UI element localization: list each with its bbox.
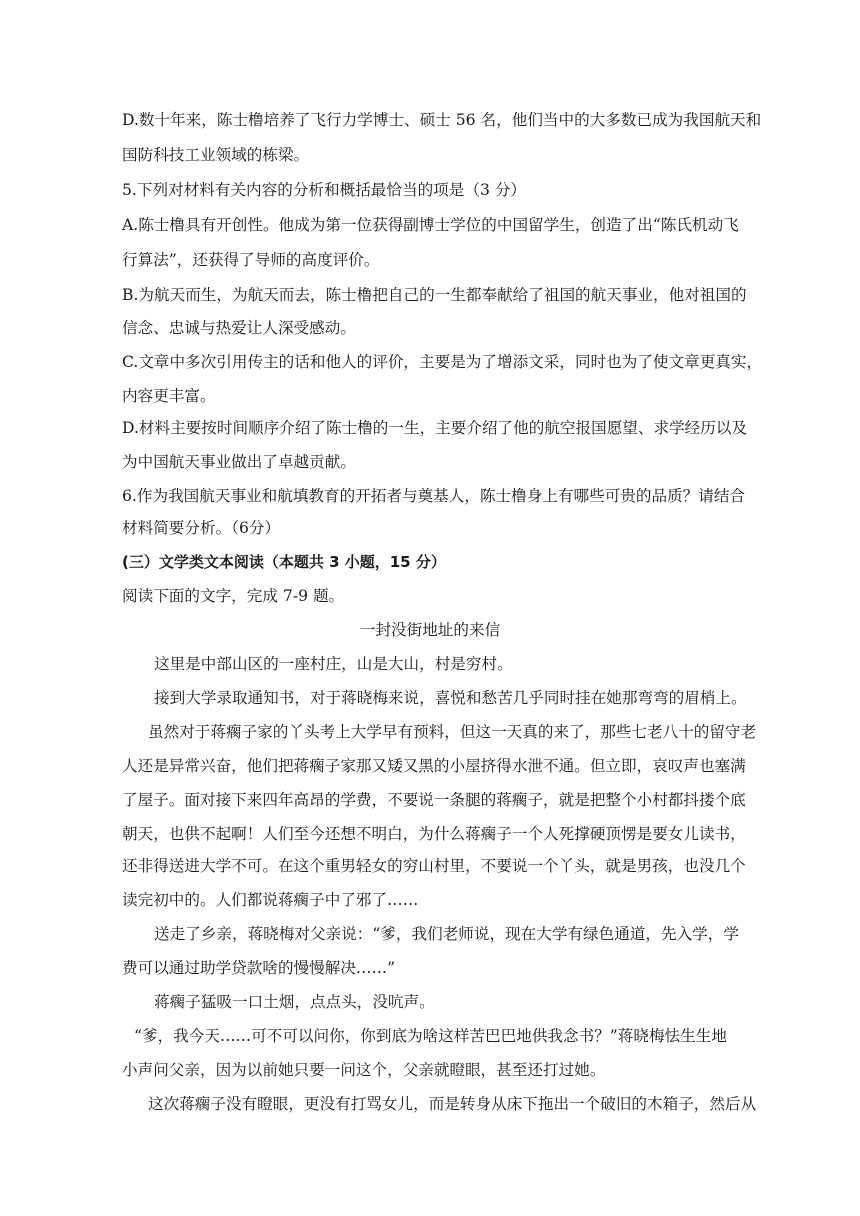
option-a-line-2: 行算法”，还获得了导师的高度评价。 (122, 251, 380, 269)
option-d2-line-2: 为中国航天事业做出了卓越贡献。 (122, 453, 356, 471)
option-d-line-1: D.数十年来，陈士橹培养了飞行力学博士、硕士 56 名，他们当中的大多数已成为我国航天和 (122, 111, 762, 129)
story-paragraph-6-line-2: 小声问父亲，因为以前她只要一问这个，父亲就瞪眼，甚至还打过她。 (122, 1061, 606, 1079)
story-paragraph-4-line-2: 费可以通过助学贷款啥的慢慢解决……” (122, 959, 396, 977)
option-b-line-2: 信念、忠诚与热爱让人深受感动。 (122, 319, 356, 337)
option-a-line-1: A.陈士橹具有开创性。他成为第一位获得副博士学位的中国留学生，创造了出“陈氏机动飞 (122, 216, 739, 234)
story-paragraph-4-line-1: 送走了乡亲，蒋晓梅对父亲说：“爹，我们老师说，现在大学有绿色通道，先入学，学 (154, 925, 739, 943)
question-6-line-1: 6.作为我国航天事业和航填教育的开拓者与奠基人，陈士橹身上有哪些可贵的品质？请结合 (122, 487, 746, 505)
option-d2-line-1: D.材料主要按时间顺序介绍了陈士橹的一生，主要介绍了他的航空报国愿望、求学经历以及 (122, 419, 748, 437)
option-d-line-2: 国防科技工业领域的栋梁。 (122, 146, 310, 164)
question-5: 5.下列对材料有关内容的分析和概括最恰当的项是（3 分） (122, 181, 527, 199)
story-paragraph-6-line-1: “爹，我今天……可不可以问你，你到底为啥这样苦巴巴地供我念书？”蒋晓梅怯生生地 (134, 1027, 727, 1045)
story-paragraph-1: 这里是中部山区的一座村庄，山是大山，村是穷村。 (154, 655, 513, 673)
section-heading: (三）文学类文本阅读（本题共 3 小题，15 分） (122, 553, 446, 571)
reading-instruction: 阅读下面的文字，完成 7-9 题。 (122, 587, 345, 605)
question-6-line-2: 材料简要分析。（6分） (122, 519, 281, 537)
story-paragraph-3-line-2: 人还是异常兴奋，他们把蒋瘸子家那又矮又黑的小屋挤得水泄不通。但立即，哀叹声也塞满 (122, 757, 746, 775)
story-paragraph-5: 蒋瘸子猛吸一口土烟，点点头，没吭声。 (154, 993, 435, 1011)
option-c-line-2: 内容更丰富。 (122, 387, 216, 405)
story-title: 一封没街地址的来信 (359, 621, 501, 639)
story-paragraph-3-line-5: 还非得送进大学不可。在这个重男轻女的穷山村里，不要说一个丫头，就是男孩，也没几个 (122, 857, 746, 875)
option-c-line-1: C.文章中多次引用传主的话和他人的评价，主要是为了增添文采，同时也为了使文章更真实， (122, 353, 763, 371)
story-paragraph-3-line-1: 虽然对于蒋瘸子家的丫头考上大学早有预料，但这一天真的来了，那些七老八十的留守老 (148, 723, 757, 741)
story-paragraph-3-line-4: 朝天，也供不起啊！人们至今还想不明白，为什么蒋瘸子一个人死撑硬顶愣是要女儿读书， (122, 825, 746, 843)
option-b-line-1: B.为航天而生，为航天而去，陈士橹把自己的一生都奉献给了祖国的航天事业，他对祖国的 (122, 286, 747, 304)
story-paragraph-3-line-6: 读完初中的。人们都说蒋瘸子中了邪了…… (122, 891, 419, 909)
story-paragraph-2: 接到大学录取通知书，对于蒋晓梅来说，喜悦和愁苦几乎同时挂在她那弯弯的眉梢上。 (154, 689, 747, 707)
story-paragraph-3-line-3: 了屋子。面对接下来四年高昂的学费，不要说一条腿的蒋瘸子，就是把整个小村都抖搂个底 (122, 791, 746, 809)
story-paragraph-7: 这次蒋瘸子没有瞪眼，更没有打骂女儿，而是转身从床下拖出一个破旧的木箱子，然后从 (148, 1095, 757, 1113)
